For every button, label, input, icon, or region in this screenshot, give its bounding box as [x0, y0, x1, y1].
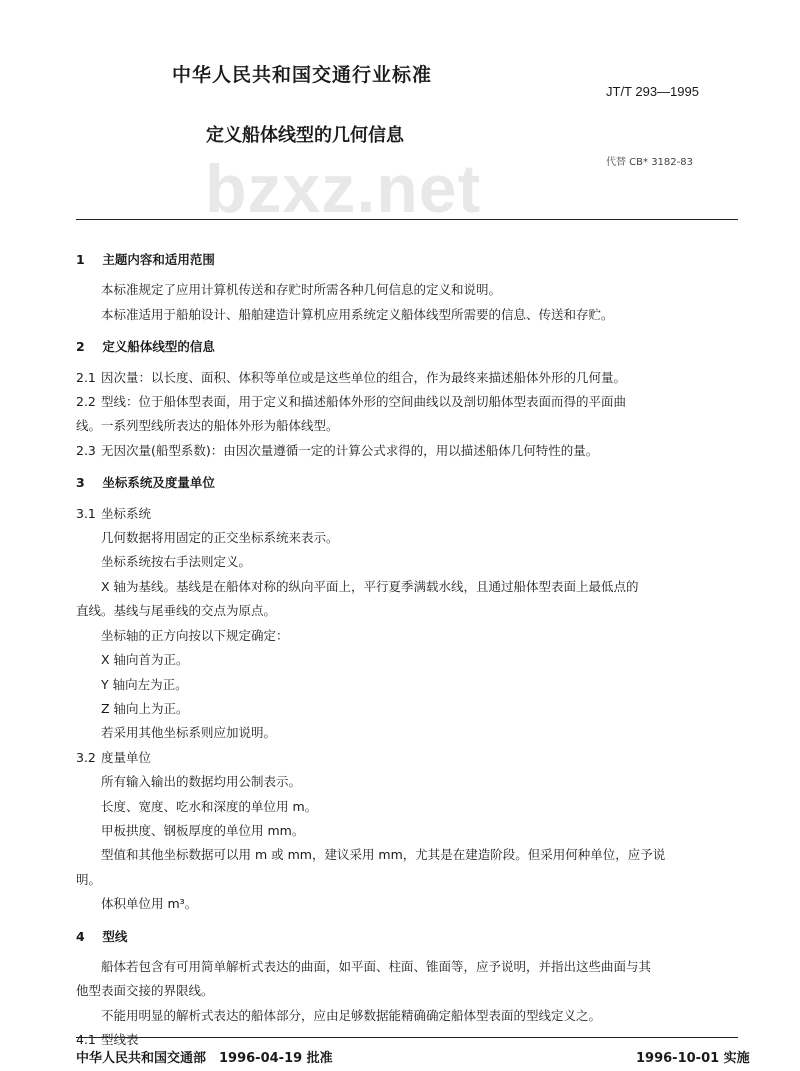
- clause-3-1: [76, 502, 738, 526]
- clause-number: 2.1: [76, 369, 96, 385]
- paragraph: 本标准适用于船舶设计、船舶建造计算机应用系统定义船体线型所需要的信息、传送和存贮。: [101, 306, 614, 322]
- axis-rule-x: X 轴向首为正。: [101, 652, 189, 668]
- axis-rule-y: Y 轴向左为正。: [101, 676, 188, 692]
- header-divider: [76, 219, 738, 220]
- standard-title: 中华人民共和国交通行业标准: [172, 64, 433, 86]
- section-heading-2: [76, 335, 738, 359]
- section-heading-1: [76, 248, 738, 272]
- clause-number: 3.2: [76, 749, 96, 765]
- paragraph-continuation: 明。: [76, 871, 102, 887]
- section-heading-3: [76, 471, 738, 495]
- clause-2-1: [76, 366, 738, 390]
- paragraph: 所有输入输出的数据均用公制表示。: [101, 774, 302, 790]
- clause-title: 型线表: [101, 1032, 139, 1048]
- approval-line: 中华人民共和国交通部 1996-04-19 批准: [76, 1051, 333, 1066]
- standard-code: JT/T 293—1995: [606, 84, 699, 99]
- paragraph: 若采用其他坐标系则应加说明。: [101, 725, 277, 741]
- clause-number: 2.3: [76, 442, 96, 458]
- paragraph-continuation: 他型表面交接的界限线。: [76, 983, 214, 999]
- paragraph-continuation: 直线。基线与尾垂线的交点为原点。: [76, 603, 277, 619]
- paragraph: 不能用明显的解析式表达的船体部分，应由足够数据能精确确定船体型表面的型线定义之。: [101, 1007, 602, 1023]
- clause-number: 3.1: [76, 505, 96, 521]
- clause-text: 因次量：以长度、面积、体积等单位或是这些单位的组合，作为最终来描述船体外形的几何量。: [101, 369, 627, 385]
- effective-date: 1996-10-01 实施: [636, 1051, 750, 1066]
- axis-rule-z: Z 轴向上为正。: [101, 700, 189, 716]
- clause-text: 无因次量(船型系数)：由因次量遵循一定的计算公式求得的，用以描述船体几何特性的量。: [101, 442, 599, 458]
- paragraph: 坐标系统按右手法则定义。: [101, 554, 252, 570]
- clause-2-2: [76, 390, 738, 414]
- paragraph: X 轴为基线。基线是在船体对称的纵向平面上，平行夏季满载水线，且通过船体型表面上最低点的: [101, 578, 639, 594]
- clause-number: 2.2: [76, 394, 96, 410]
- paragraph: 本标准规定了应用计算机传送和存贮时所需各种几何信息的定义和说明。: [101, 282, 502, 298]
- paragraph: 甲板拱度、钢板厚度的单位用 mm。: [101, 822, 305, 838]
- paragraph: 长度、宽度、吃水和深度的单位用 m。: [101, 798, 318, 814]
- section-number: 4: [76, 928, 85, 944]
- clause-text: 型线：位于船体型表面，用于定义和描述船体外形的空间曲线以及剖切船体型表面而得的平面曲: [101, 394, 627, 410]
- clause-3-2: [76, 746, 738, 770]
- section-number: 1: [76, 252, 85, 267]
- replaces-note: 代替 CB* 3182-83: [606, 157, 693, 168]
- watermark: bzxz.net: [205, 151, 482, 227]
- section-heading-4: [76, 925, 738, 949]
- section-title: 型线: [102, 928, 128, 944]
- clause-continuation: 线。一系列型线所表达的船体外形为船体线型。: [76, 418, 339, 434]
- section-number: 3: [76, 475, 85, 491]
- paragraph: 船体若包含有可用简单解析式表达的曲面，如平面、柱面、锥面等，应予说明，并指出这些曲面与其: [101, 958, 652, 974]
- footer-divider: [76, 1037, 738, 1038]
- paragraph: 体积单位用 m³。: [101, 896, 198, 912]
- section-title: 定义船体线型的信息: [102, 339, 215, 355]
- clause-title: 坐标系统: [101, 505, 152, 521]
- paragraph: 型值和其他坐标数据可以用 m 或 mm，建议采用 mm，尤其是在建造阶段。但采用何种单位，应予说: [101, 847, 666, 863]
- section-number: 2: [76, 339, 85, 355]
- paragraph: 坐标轴的正方向按以下规定确定：: [101, 627, 289, 643]
- clause-number: 4.1: [76, 1032, 96, 1048]
- clause-title: 度量单位: [101, 749, 152, 765]
- clause-2-3: [76, 439, 738, 463]
- document-title: 定义船体线型的几何信息: [206, 125, 404, 146]
- document-body: [76, 244, 738, 1053]
- section-title: 主题内容和适用范围: [102, 252, 215, 267]
- paragraph: 几何数据将用固定的正交坐标系统来表示。: [101, 530, 339, 546]
- section-title: 坐标系统及度量单位: [102, 475, 215, 491]
